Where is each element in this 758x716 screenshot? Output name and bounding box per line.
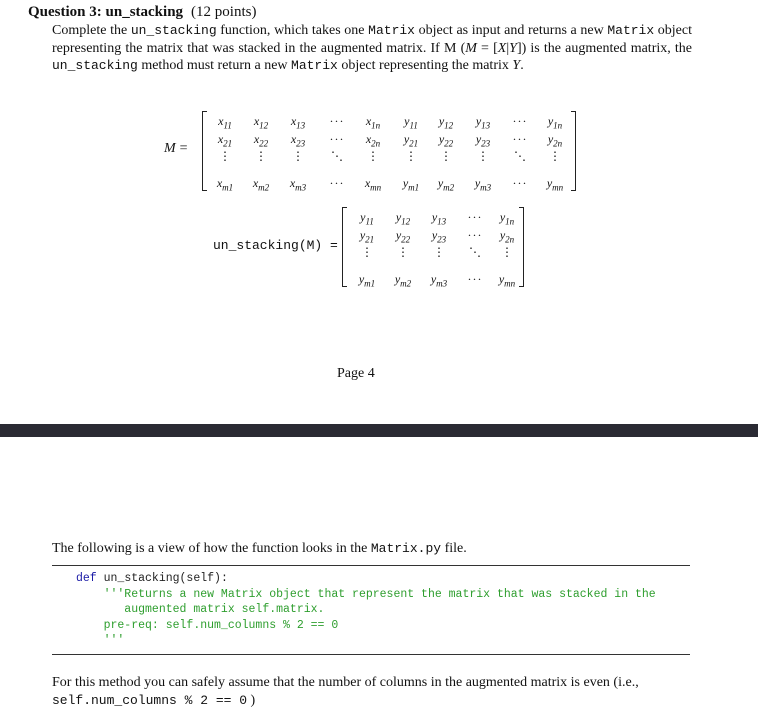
matrix_m-cell: $y_{mn}$: [546, 176, 564, 193]
matrix_y-cell: $y_{21}$: [359, 228, 375, 245]
matrix_m-cell: $x_{1n}$: [365, 114, 381, 131]
body-math: Y: [512, 58, 521, 73]
matrix_m-cell: $x_{22}$: [253, 132, 269, 149]
matrix_y-cell: $y_{m2}$: [394, 272, 412, 289]
matrix_m-cell: ···: [512, 132, 528, 146]
matrix_m-cell: ⋮: [405, 149, 417, 163]
body-code: Matrix: [291, 58, 338, 73]
matrix_m-cell: ···: [512, 114, 528, 128]
body-code: Matrix: [607, 23, 655, 38]
augmented-matrix: [202, 111, 576, 191]
matrix_y-cell: $y_{2n}$: [499, 228, 515, 245]
matrix_y-cell: $y_{22}$: [395, 228, 411, 245]
code-top-rule: [52, 565, 690, 566]
matrix_y-cell: ⋮: [433, 245, 445, 259]
matrix_y-cell: $y_{23}$: [431, 228, 447, 245]
matrix_m-cell: $x_{21}$: [217, 132, 233, 149]
matrix-m-symbol: M: [164, 141, 176, 156]
matrix_m-cell: $x_{m1}$: [216, 176, 234, 193]
right-bracket: [519, 207, 524, 287]
page-number: Page 4: [337, 366, 375, 381]
matrix_m-cell: ⋱: [514, 149, 526, 163]
body-text: method must return a new: [137, 58, 292, 73]
body-text: Complete the: [52, 23, 131, 38]
body-text: |: [506, 40, 510, 56]
matrix_m-cell: ⋮: [292, 149, 304, 163]
matrix_y-cell: ⋮: [397, 245, 409, 259]
body-text: object as input and returns a new: [414, 23, 608, 38]
matrix_y-cell: $y_{mn}$: [498, 272, 516, 289]
code-bottom-rule: [52, 654, 690, 655]
matrix_y-cell: ···: [467, 210, 483, 224]
body-text: = [: [476, 40, 498, 56]
note-code: self.num_columns % 2 == 0: [52, 693, 248, 708]
question-label: Question 3: un_stacking: [28, 4, 184, 20]
matrix_y-cell: ⋱: [469, 245, 481, 259]
matrix_m-cell: $x_{23}$: [290, 132, 306, 149]
body-code: un_stacking: [52, 58, 138, 73]
matrix_m-cell: ⋮: [367, 149, 379, 163]
intro-filename: Matrix.py: [370, 541, 442, 556]
body-text: object representing the matrix that was stacked in the augmented matrix. If M (: [52, 23, 692, 56]
matrix_m-cell: $y_{23}$: [475, 132, 491, 149]
matrix_m-cell: $y_{1n}$: [547, 114, 563, 131]
matrix_y-cell: $y_{12}$: [395, 210, 411, 227]
matrix_y-cell: ···: [467, 228, 483, 242]
body-code: Matrix: [368, 23, 415, 38]
matrix_y-cell: $y_{1n}$: [499, 210, 515, 227]
matrix_y-cell: $y_{m1}$: [358, 272, 376, 289]
matrix_m-cell: $y_{12}$: [438, 114, 454, 131]
body-math: Y: [509, 40, 517, 56]
matrix_m-cell: ···: [329, 114, 345, 128]
matrix_m-cell: $x_{2n}$: [365, 132, 381, 149]
matrix_m-cell: $y_{22}$: [438, 132, 454, 149]
matrix_m-cell: $y_{m2}$: [437, 176, 455, 193]
matrix_y-cell: ···: [467, 272, 483, 286]
matrix_m-cell: ···: [329, 176, 345, 190]
result-matrix-y: [342, 207, 524, 287]
code-docstring-line: augmented matrix self.matrix.: [76, 603, 325, 616]
view-intro-text: [52, 541, 467, 557]
matrix_m-cell: $y_{m1}$: [402, 176, 420, 193]
matrix_m-cell: ⋮: [255, 149, 267, 163]
matrix_y-cell: $y_{13}$: [431, 210, 447, 227]
code-docstring-line: pre-req: self.num_columns % 2 == 0: [76, 618, 339, 632]
body-text: function, which takes one: [216, 23, 369, 38]
un-stacking-call: un_stacking(M) =: [213, 238, 338, 253]
body-math: X: [497, 40, 507, 56]
matrix_m-cell: $y_{2n}$: [547, 132, 563, 149]
question-heading: [28, 4, 256, 21]
body-math: M: [465, 40, 477, 56]
matrix_m-cell: ⋱: [331, 149, 343, 163]
page-break-bar: [0, 424, 758, 437]
body-text: ]) is the augmented matrix, the: [516, 40, 693, 56]
matrix_m-cell: ⋮: [549, 149, 561, 163]
matrix_m-cell: $x_{13}$: [290, 114, 306, 131]
code-keyword: def: [76, 572, 97, 585]
matrix_m-cell: $y_{21}$: [403, 132, 419, 149]
matrix_m-cell: $x_{m2}$: [252, 176, 270, 193]
matrix_m-cell: $x_{11}$: [218, 114, 232, 131]
right-bracket: [571, 111, 576, 191]
code-signature: un_stacking(self):: [96, 572, 228, 585]
body-text: .: [520, 58, 524, 73]
matrix_y-cell: ⋮: [361, 245, 373, 259]
code-docstring-line: ''': [76, 634, 125, 647]
question-points: (12 points): [191, 4, 257, 20]
intro-text: The following is a view of how the function looks in the: [52, 541, 371, 556]
code-docstring-line: '''Returns a new Matrix object that represent the matrix that was stacked in the: [76, 587, 656, 601]
matrix_y-cell: ⋮: [501, 245, 513, 259]
note-text: For this method you can safely assume that the number of columns in the augmented matrix is even (i.e.,: [52, 675, 639, 690]
equals-sign: =: [179, 141, 188, 156]
matrix-m-label: [164, 141, 188, 157]
matrix_m-cell: ···: [512, 176, 528, 190]
matrix_m-cell: $y_{11}$: [404, 114, 418, 131]
assumption-note: [52, 674, 692, 710]
matrix_m-cell: $x_{12}$: [253, 114, 269, 131]
matrix_m-cell: ⋮: [440, 149, 452, 163]
question-body: [52, 22, 692, 75]
note-text: ): [247, 693, 256, 708]
matrix_y-cell: $y_{m3}$: [430, 272, 448, 289]
matrix_m-cell: ⋮: [477, 149, 489, 163]
matrix_m-cell: $x_{mn}$: [364, 176, 382, 193]
body-text: object representing the matrix: [337, 58, 513, 73]
matrix_m-cell: $y_{13}$: [475, 114, 491, 131]
matrix_y-cell: $y_{11}$: [360, 210, 374, 227]
intro-text: file.: [441, 541, 467, 556]
matrix_m-cell: ⋮: [219, 149, 231, 163]
left-bracket: [342, 207, 347, 287]
left-bracket: [202, 111, 207, 191]
code-listing: [76, 571, 656, 649]
matrix_m-cell: $x_{m3}$: [289, 176, 307, 193]
matrix_m-cell: ···: [329, 132, 345, 146]
matrix_m-cell: $y_{m3}$: [474, 176, 492, 193]
body-code: un_stacking: [130, 23, 217, 38]
